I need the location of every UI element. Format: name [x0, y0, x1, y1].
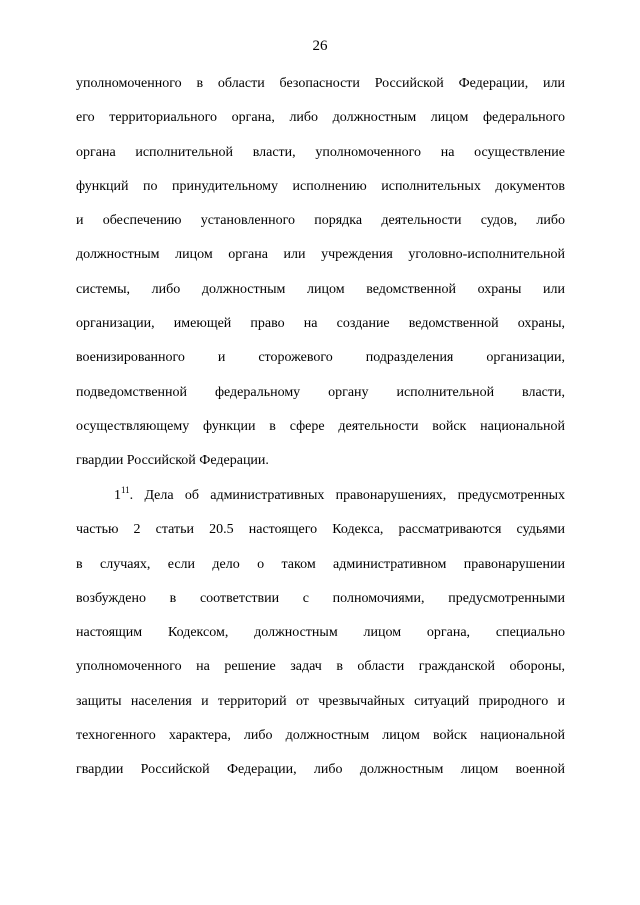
text-line: органа исполнительной власти, уполномоченного на осуществление	[76, 144, 565, 160]
text-line: настоящим Кодексом, должностным лицом органа, специально	[76, 625, 565, 641]
text-line: функций по принудительному исполнению исполнительных документов	[76, 178, 565, 194]
text-line: техногенного характера, либо должностным лицом войск национальной	[76, 728, 565, 744]
paragraph-number-superscript: 11	[121, 486, 130, 495]
paragraph-first-line-text: . Дела об административных правонарушениях, предусмотренных	[129, 488, 565, 503]
text-line: уполномоченного в области безопасности Российской Федерации, или	[76, 76, 565, 91]
paragraph-first-line	[76, 486, 565, 520]
paragraph-1-11	[76, 486, 565, 795]
text-line: уполномоченного на решение задач в области гражданской обороны,	[76, 659, 565, 675]
text-line: возбуждено в соответствии с полномочиями, предусмотренными	[76, 590, 565, 606]
paragraph-continuation	[76, 74, 565, 486]
text-line: частью 2 статьи 20.5 настоящего Кодекса, рассматриваются судьями	[76, 522, 565, 538]
text-line: в случаях, если дело о таком административном правонарушении	[76, 556, 565, 572]
text-line: гвардии Российской Федерации, либо должностным лицом военной	[76, 762, 565, 778]
text-line: и обеспечению установленного порядка деятельности судов, либо	[76, 213, 565, 229]
text-line: организации, имеющей право на создание ведомственной охраны,	[76, 316, 565, 332]
text-line: должностным лицом органа или учреждения уголовно-исполнительной	[76, 247, 565, 263]
text-line: подведомственной федеральному органу исполнительной власти,	[76, 384, 565, 400]
page-number: 26	[312, 38, 328, 54]
text-line: его территориального органа, либо должностным лицом федерального	[76, 110, 565, 126]
text-line: защиты населения и территорий от чрезвычайных ситуаций природного и	[76, 693, 565, 709]
text-line: системы, либо должностным лицом ведомственной охраны или	[76, 281, 565, 297]
paragraph-number: 1	[114, 488, 121, 503]
text-line: осуществляющему функции в сфере деятельности войск национальной	[76, 418, 565, 434]
text-line: гвардии Российской Федерации.	[76, 453, 269, 469]
text-line: военизированного и сторожевого подразделения организации,	[76, 350, 565, 366]
